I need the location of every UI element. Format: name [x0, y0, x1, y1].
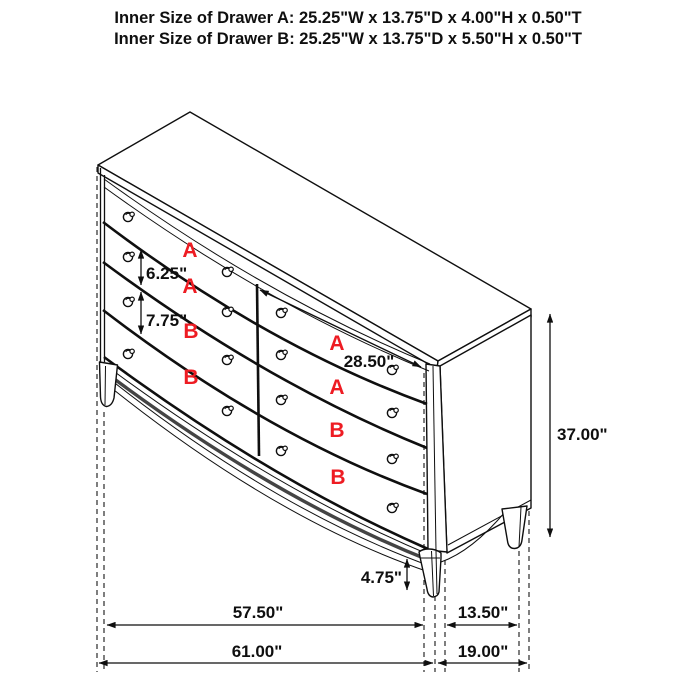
dimension-label-front-width: 57.50"	[232, 603, 284, 622]
drawer-label-right-row1: A	[329, 332, 345, 355]
drawer-b-inner-size-title: Inner Size of Drawer B: 25.25"W x 13.75"D x 5.50"H x 0.50"T	[114, 30, 582, 48]
drawer-label-left-row3: B	[183, 320, 199, 343]
dimension-label-section-width: 28.50"	[343, 352, 395, 371]
dimension-label-overall-height: 37.00"	[557, 425, 608, 444]
front-left-leg-edge-line	[105, 366, 106, 405]
dimension-label-drawer-b-height: 7.75"	[146, 311, 188, 330]
drawer-label-right-row2: A	[329, 376, 345, 399]
drawer-label-left-row2: A	[182, 275, 198, 298]
dimension-label-overall-depth: 19.00"	[457, 642, 509, 661]
drawer-label-right-row4: B	[330, 466, 346, 489]
dimension-label-drawer-a-height: 6.25"	[146, 264, 188, 283]
drawer-label-left-row1: A	[182, 239, 198, 262]
dimension-label-overall-width: 61.00"	[231, 642, 283, 661]
drawer-label-right-row3: B	[329, 419, 345, 442]
dimension-label-leg-height: 4.75"	[360, 568, 402, 587]
dimension-label-side-depth: 13.50"	[457, 603, 509, 622]
drawer-a-inner-size-title: Inner Size of Drawer A: 25.25"W x 13.75"D x 4.00"H x 0.50"T	[114, 9, 582, 27]
drawer-label-left-row4: B	[183, 366, 199, 389]
